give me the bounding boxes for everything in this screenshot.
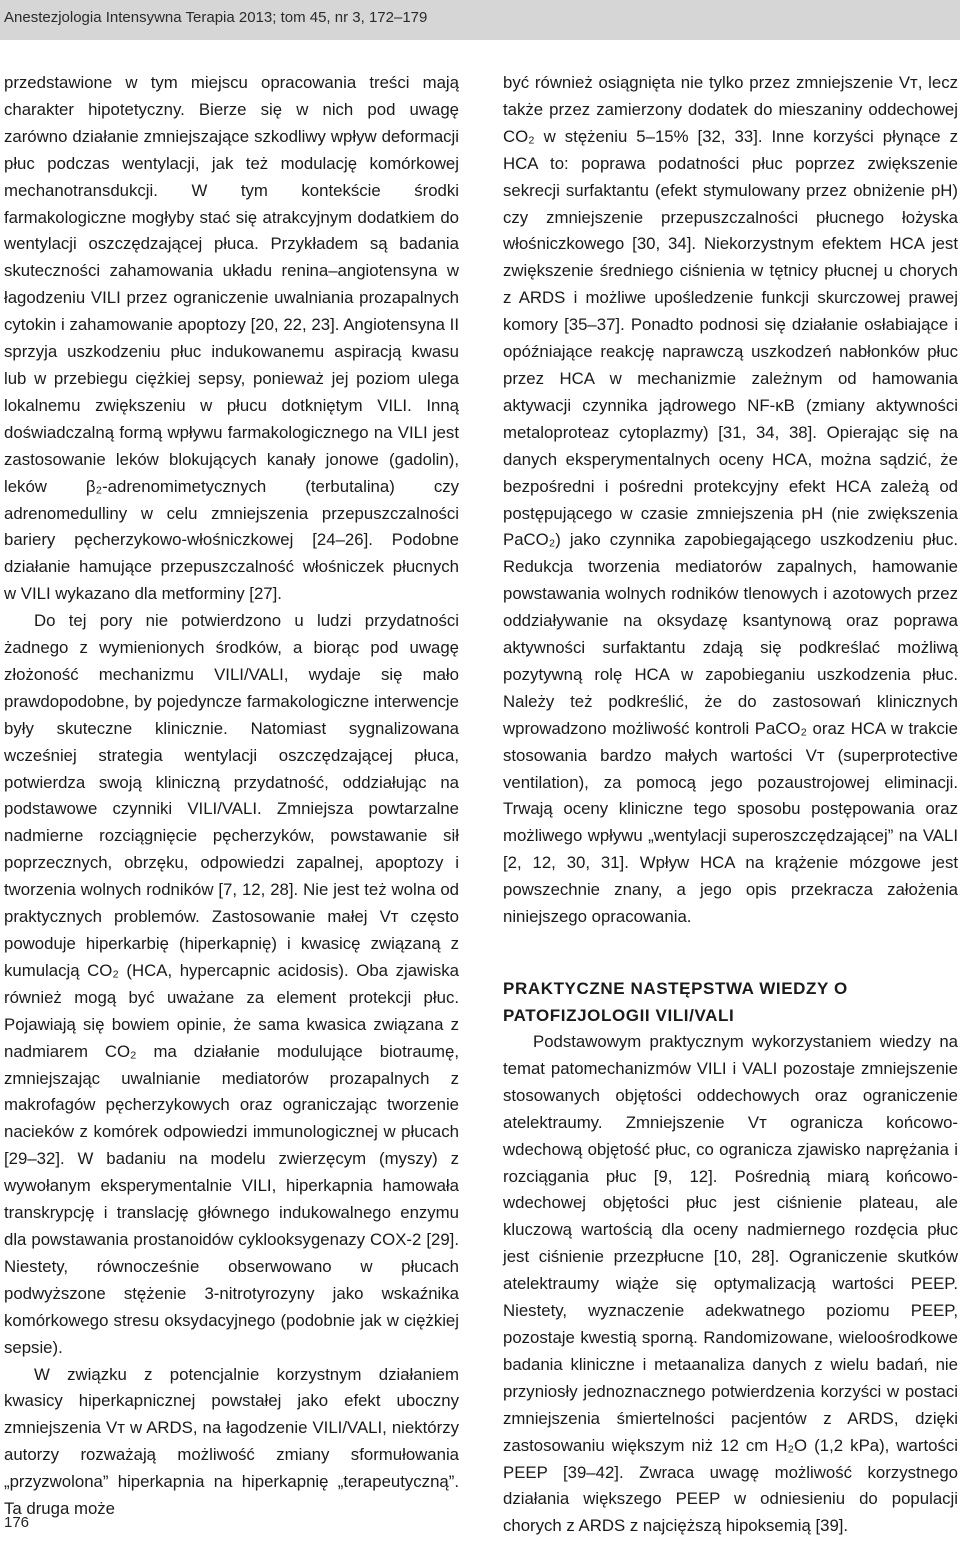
journal-running-title: Anestezjologia Intensywna Terapia 2013; tom 45, nr 3, 172–179 bbox=[4, 9, 428, 26]
left-text-column bbox=[4, 70, 459, 1523]
paragraph: Podstawowym praktycznym wykorzystaniem wiedzy na temat patomechanizmów VILI i VALI pozostaje zmniejszenie stosowanych objętości oddechowych oraz ograniczenie atelektraumy. Zmniejszenie Vᴛ ogranicza końcowo-wdechową objętość płuc, co ogranicza zjawisko naprężania i rozciągania płuc [9, 12]. Pośrednią miarą końcowo-wdechowej objętości płuc jest ciśnienie plateau, ale kluczową wartością dla oceny nadmiernego rozdęcia płuc jest ciśnienie przezpłucne [10, 28]. Ograniczenie skutków atelektraumy wiąże się optymalizacją wartości PEEP. Niestety, wyznaczenie adekwatnego poziomu PEEP, pozostaje kwestią sporną. Randomizowane, wieloośrodkowe badania kliniczne i metaanaliza danych z wielu badań, nie przyniosły jednoznacznego potwierdzenia korzyści w postaci zmniejszenia śmiertelności pacjentów z ARDS, dzięki zastosowaniu większym niż 12 cm H₂O (1,2 kPa), wartości PEEP [39–42]. Zwraca uwagę możliwość korzystnego działania większego PEEP w odniesieniu do populacji chorych z ARDS z najcięższą hipoksemią [39]. bbox=[503, 1032, 958, 1536]
journal-header-bar bbox=[0, 0, 960, 40]
paragraph: być również osiągnięta nie tylko przez zmniejszenie Vᴛ, lecz także przez zamierzony dodatek do mieszaniny oddechowej CO₂ w stężeniu 5–15% [32, 33]. Inne korzyści płynące z HCA to: poprawa podatności płuc poprzez zwiększenie sekrecji surfaktantu (efekt stymulowany przez obniżenie pH) czy zmniejszenie przepuszczalności płucnego łożyska włośniczkowego [30, 34]. Niekorzystnym efektem HCA jest zwiększenie średniego ciśnienia w tętnicy płucnej u chorych z ARDS i możliwe upośledzenie funkcji skurczowej prawej komory [35–37]. Ponadto podnosi się działanie osłabiające i opóźniające reakcję naprawczą uszkodzeń nabłonków płuc przez HCA w mechanizmie zależnym od hamowania aktywacji czynnika jądrowego NF-κB (zmiany aktywności metaloproteaz cytoplazmy) [31, 34, 38]. Opierając się na danych eksperymentalnych oceny HCA, można sądzić, że bezpośredni i pośredni protekcyjny efekt HCA zależą od postępującego w czasie zmniejszenia pH (nie zwiększenia PaCO₂) jako czynnika zapobiegającego uszkodzeniu płuc. Redukcja tworzenia mediatorów zapalnych, hamowanie powstawania wolnych rodników tlenowych i azotowych przez oddziaływanie na oksydazę ksantynową oraz poprawa aktywności surfaktantu zdają się podkreślać możliwą pozytywną rolę HCA w zapobieganiu uszkodzenia płuc. Należy też podkreślić, że do zastosowań klinicznych wprowadzono możliwość kontroli PaCO₂ oraz HCA w trakcie stosowania bardzo małych wartości Vᴛ (superprotective ventilation), za pomocą jego pozaustrojowej eliminacji. Trwają oceny kliniczne tego sposobu postępowania oraz możliwego wpływu „wentylacji superoszczędzającej” na VALI [2, 12, 30, 31]. Wpływ HCA na krążenie mózgowe jest powszechnie znany, a jego opis przekracza założenia niniejszego opracowania. bbox=[503, 73, 958, 927]
page-number: 176 bbox=[4, 1514, 30, 1531]
section-heading: PRAKTYCZNE NASTĘPSTWA WIEDZY O PATOFIZJOLOGII VILI/VALI bbox=[503, 979, 848, 1025]
right-text-column bbox=[503, 70, 958, 1540]
paragraph: przedstawione w tym miejscu opracowania treści mają charakter hipotetyczny. Bierze się w nich pod uwagę zarówno działanie zmniejszające szkodliwy wpływ deformacji płuc podczas wentylacji, jak też modulację komórkowej mechanotransdukcji. W tym kontekście środki farmakologiczne mogłyby stać się atrakcyjnym dodatkiem do wentylacji oszczędzającej płuca. Przykładem są badania skuteczności zahamowania układu renina–angiotensyna w łagodzeniu VILI przez ograniczenie uwalniania prozapalnych cytokin i zahamowanie apoptozy [20, 22, 23]. Angiotensyna II sprzyja uszkodzeniu płuc indukowanemu aspiracją kwasu lub w przebiegu ciężkiej sepsy, ponieważ jej poziom ulega lokalnemu zwiększeniu w płucu dotkniętym VILI. Inną doświadczalną formą wpływu farmakologicznego na VILI jest zastosowanie leków blokujących kanały jonowe (gadolin), leków β₂-adrenomimetycznych (terbutalina) czy adrenomedulliny w celu zmniejszenia przepuszczalności bariery pęcherzykowo-włośniczkowej [24–26]. Podobne działanie hamujące przepuszczalność włośniczek płucnych w VILI wykazano dla metforminy [27]. bbox=[4, 73, 459, 604]
paragraph: Do tej pory nie potwierdzono u ludzi przydatności żadnego z wymienionych środków, a biorąc pod uwagę złożoność mechanizmu VILI/VALI, wydaje się mało prawdopodobne, by pojedyncze farmakologiczne interwencje były skuteczne klinicznie. Natomiast sygnalizowana wcześniej strategia wentylacji oszczędzającej płuca, potwierdza swoją kliniczną przydatność, oddziałując na podstawowe czynniki VILI/VALI. Zmniejsza powtarzalne nadmierne rozciągnięcie pęcherzyków, powstawanie sił poprzecznych, obrzęku, odpowiedzi zapalnej, apoptozy i tworzenia wolnych rodników [7, 12, 28]. Nie jest też wolna od praktycznych problemów. Zastosowanie małej Vᴛ często powoduje hiperkarbię (hiperkapnię) i kwasicę związaną z kumulacją CO₂ (HCA, hypercapnic acidosis). Oba zjawiska również mogą być uważane za element protekcji płuc. Pojawiają się bowiem opinie, że sama kwasica związana z nadmiarem CO₂ ma działanie modulujące biotraumę, zmniejszając uwalnianie mediatorów prozapalnych z makrofagów pęcherzykowych oraz ograniczając tworzenie nacieków z komórek odpowiedzi immunologicznej w płucach [29–32]. W badaniu na modelu zwierzęcym (myszy) z wywołanym eksperymentalnie VILI, hiperkapnia hamowała transkrypcję i translację głównego indukowalnego enzymu dla powstawania prostanoidów cyklooksygenazy COX-2 [29]. Niestety, równocześnie obserwowano w płucach podwyższone stężenie 3-nitrotyrozyny jako wskaźnika komórkowego stresu oksydacyjnego (podobnie jak w ciężkiej sepsie). bbox=[4, 611, 459, 1357]
paragraph: W związku z potencjalnie korzystnym działaniem kwasicy hiperkapnicznej powstałej jako efekt uboczny zmniejszenia Vᴛ w ARDS, na łagodzenie VILI/VALI, niektórzy autorzy rozważają możliwość zmiany sformułowania „przyzwolona” hiperkapnia na hiperkapnię „terapeutyczną”. Ta druga może bbox=[4, 1364, 459, 1519]
